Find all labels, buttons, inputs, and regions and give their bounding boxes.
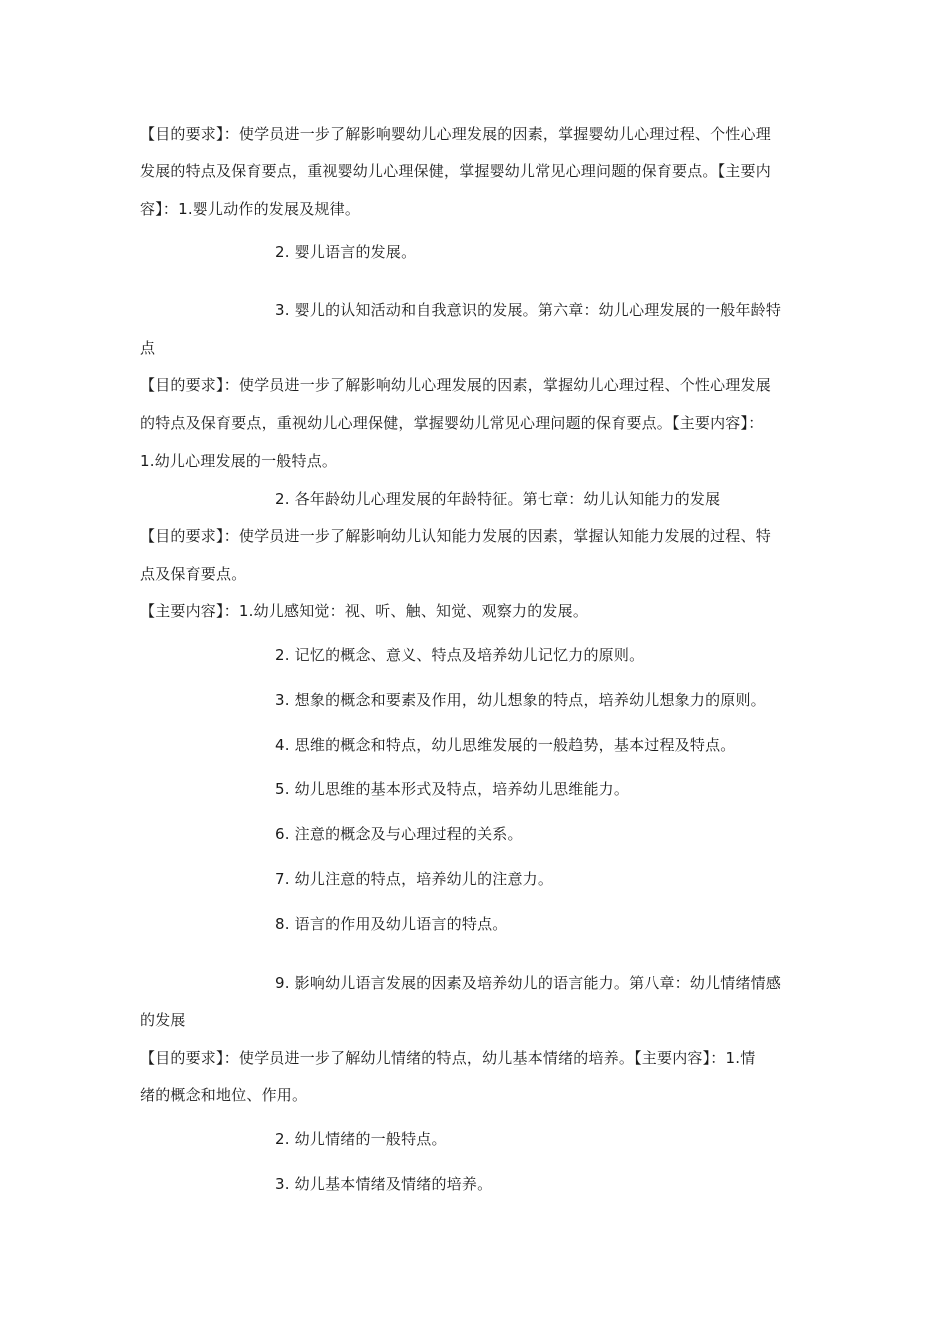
text-line: 容】：1.婴儿动作的发展及规律。	[140, 200, 361, 218]
text-line: 的发展	[140, 1011, 186, 1029]
list-item: 2. 婴儿语言的发展。	[275, 243, 417, 261]
list-item: 8. 语言的作用及幼儿语言的特点。	[275, 915, 508, 933]
list-item: 7. 幼儿注意的特点，培养幼儿的注意力。	[275, 870, 554, 888]
text-line: 1.幼儿心理发展的一般特点。	[140, 452, 338, 470]
list-item: 3. 幼儿基本情绪及情绪的培养。	[275, 1175, 493, 1193]
list-item: 4. 思维的概念和特点，幼儿思维发展的一般趋势，基本过程及特点。	[275, 736, 736, 754]
list-item: 9. 影响幼儿语言发展的因素及培养幼儿的语言能力。第八章：幼儿情绪情感	[275, 974, 782, 992]
list-item: 2. 各年龄幼儿心理发展的年龄特征。第七章：幼儿认知能力的发展	[275, 490, 721, 508]
text-line: 【目的要求】：使学员进一步了解影响幼儿心理发展的因素，掌握幼儿心理过程、个性心理发展	[140, 376, 771, 394]
text-line: 点及保育要点。	[140, 565, 247, 583]
text-line: 点	[140, 339, 156, 357]
list-item: 3. 婴儿的认知活动和自我意识的发展。第六章：幼儿心理发展的一般年龄特	[275, 301, 782, 319]
text-line: 【主要内容】：1.幼儿感知觉：视、听、触、知觉、观察力的发展。	[140, 602, 589, 620]
text-line: 的特点及保育要点，重视幼儿心理保健，掌握婴幼儿常见心理问题的保育要点。【主要内容】：	[140, 414, 764, 432]
list-item: 3. 想象的概念和要素及作用，幼儿想象的特点，培养幼儿想象力的原则。	[275, 691, 766, 709]
text-line: 【目的要求】：使学员进一步了解幼儿情绪的特点，幼儿基本情绪的培养。【主要内容】：1.情	[140, 1049, 756, 1067]
text-line: 发展的特点及保育要点，重视婴幼儿心理保健，掌握婴幼儿常见心理问题的保育要点。【主要内	[140, 162, 771, 180]
text-line: 绪的概念和地位、作用。	[140, 1086, 308, 1104]
list-item: 2. 记忆的概念、意义、特点及培养幼儿记忆力的原则。	[275, 646, 645, 664]
text-line: 【目的要求】：使学员进一步了解影响幼儿认知能力发展的因素，掌握认知能力发展的过程、特	[140, 527, 771, 545]
text-line: 【目的要求】：使学员进一步了解影响婴幼儿心理发展的因素，掌握婴幼儿心理过程、个性心理	[140, 125, 771, 143]
list-item: 2. 幼儿情绪的一般特点。	[275, 1130, 447, 1148]
list-item: 6. 注意的概念及与心理过程的关系。	[275, 825, 523, 843]
list-item: 5. 幼儿思维的基本形式及特点，培养幼儿思维能力。	[275, 780, 630, 798]
